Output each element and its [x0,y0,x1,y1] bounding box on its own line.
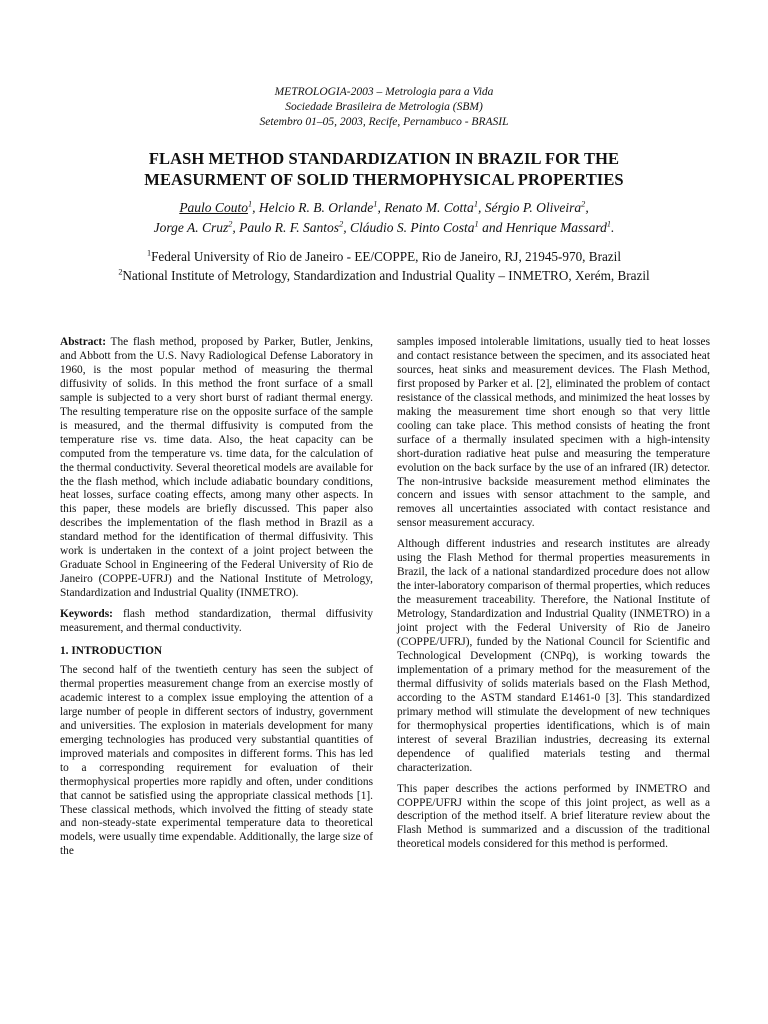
conference-date-location: Setembro 01–05, 2003, Recife, Pernambuco - BRASIL [259,116,509,128]
affiliation-2 [30,266,738,285]
keywords-text: flash method standardization, thermal diffusivity measurement, and thermal conductivity. [60,608,373,635]
author-name: Paulo Couto [179,200,248,215]
affiliation-1 [30,247,738,266]
abstract-text: The flash method, proposed by Parker, Butler, Jenkins, and Abbott from the U.S. Navy Radiological Defense Laboratory in 1960, is the most popular method of measuring the thermal diffusivity of solids. In this method the front surface of a small sample is subjected to a very short burst of radiant thermal energy. The resulting temperature rise on the opposite surface of the sample is measured, and the thermal diffusivity is computed from the temperature rise vs. time data. Also, the heat capacity can be computed from the temperature vs. time data, for the calculation of the thermal conductivity. Several theoretical models are available for the the flash method, which include adiabatic boundary conditions, heat losses, surface coating effects, among many other aspects. In this paper, these models are briefly discussed. This paper also describes the implementation of the flash method in Brazil as a standard method for the identification of thermal diffusivity. This work is undertaken in the context of a joint project between the Graduate School in Engineering of the Federal University of Rio de Janeiro (COPPE-UFRJ) and the National Institute of Metrology, Standardization and Industrial Quality (INMETRO). [60,336,373,600]
paper-title-line-1: FLASH METHOD STANDARDIZATION IN BRAZIL FOR THE [148,149,620,168]
author-separator: , [343,220,350,235]
author-name: Cláudio S. Pinto Costa [350,220,475,235]
author-separator: , [377,200,385,215]
author-affiliation-mark: 1 [474,219,479,229]
conference-name: METROLOGIA-2003 – Metrologia para a Vida [274,86,494,98]
paper-title [60,148,708,190]
author-affiliation-mark: 1 [606,219,612,229]
author-affiliation-mark: 2 [228,219,233,229]
author-separator: , [478,200,485,215]
intro-paragraph-3: This paper describes the actions performed by INMETRO and COPPE/UFRJ within the scope of this joint project, as well as a description of the method itself. A brief literature review about the Flash Method is summarized and a discussion of the traditional theoretical models considered for this method is performed. [397,782,710,851]
author-separator: , [232,220,240,235]
author-affiliation-mark: 2 [581,199,586,209]
author-name: Henrique Massard [505,220,607,235]
section-heading-introduction: 1. INTRODUCTION [60,645,163,658]
abstract-label: Abstract: [60,336,106,348]
author-name: Helcio R. B. Orlande [258,200,374,215]
author-separator: , [585,200,589,215]
affiliation-text: National Institute of Metrology, Standardization and Industrial Quality – INMETRO, Xerém, Brazil [122,268,650,283]
intro-paragraph-1-continued: samples imposed intolerable limitations, usually tied to heat losses and contact resistance between the specimen, and its associated heat sources, heat sinks and measurement devices. The Flash Method, first proposed by Parker et al. [2], eliminated the problem of contact resistance of the classical methods, and minimized the heat losses by making the measurement time short enough so that very little cooling can take place. This method consists of heating the front surface of a thermally insulated specimen with a high-intensity short-duration radiative heat pulse and measuring the temperature evolution on the back surface by the use of an infrared (IR) detector. The non-intrusive backside measurement method eliminates the concern and issues with sensor attachment to the sample, and removes all uncertainties associated with contact resistance and sensor measurement accuracy. [397,336,710,530]
author-affiliation-mark: 1 [473,199,478,209]
keywords [60,608,373,636]
right-column [397,336,710,859]
author-affiliation-mark: 1 [373,199,378,209]
intro-paragraph-1: The second half of the twentieth century has seen the subject of thermal properties measurement change from an exercise mostly of academic interest to a complex issue employing the attention of a large number of people in different sectors of industry, government and universities. The explosion in materials development for many emerging technologies has produced very substantial quantities of improved materials and composites in different forms. This has led to a corresponding requirement for evaluation of their thermophysical properties more rapidly and often, under conditions that cannot be satisfied using the appropriate classical methods [1]. These classical methods, which involved the fitting of steady state and non-steady-state experimental temperature data to theoretical models, were usually time expendable. Additionally, the large size of the [60,663,373,858]
intro-paragraph-2: Although different industries and research institutes are already using the Flash Method for thermal properties measurements in Brazil, the lack of a national standardized procedure does not allow the inter-laboratory comparison of thermal properties, which reduces the measurement traceability. Therefore, the National Institute of Metrology, Standardization and Industrial Quality (INMETRO) in a joint project with the Federal University of Rio de Janeiro (COPPE/UFRJ), funded by the National Council for Scientific and Technological Development (CNPq), is working towards the implementation of a primary method for the measurement of the thermal diffusivity of solids materials based on the Flash Method, according to the ASTM standard E1461-0 [3]. This standardized primary method will stimulate the development of new techniques for thermophysical properties identifications, which is of main interest of several Brazilian industries, decreasing its external dependence of qualified materials testing and thermal characterization. [397,538,710,774]
author-affiliation-mark: 1 [247,199,253,209]
conference-society: Sociedade Brasileira de Metrologia (SBM) [285,101,483,113]
author-line-1 [40,198,728,218]
affiliations [30,247,738,285]
keywords-label: Keywords: [60,608,113,621]
author-name: Sérgio P. Oliveira [484,200,582,215]
abstract [60,336,373,601]
paper-title-line-2: MEASURMENT OF SOLID THERMOPHYSICAL PROPERTIES [144,170,624,189]
author-name: Jorge A. Cruz [153,220,229,235]
author-separator: and [478,220,506,235]
author-affiliation-mark: 2 [339,219,344,229]
conference-header [0,85,768,130]
author-list [40,198,728,238]
author-separator: . [611,220,615,235]
affiliation-mark: 2 [118,267,123,277]
author-separator: , [252,200,259,215]
author-name: Paulo R. F. Santos [239,220,340,235]
author-line-2 [40,218,728,238]
affiliation-text: Federal University of Rio de Janeiro - EE/COPPE, Rio de Janeiro, RJ, 21945-970, Brazil [151,249,621,264]
affiliation-mark: 1 [146,248,152,258]
author-name: Renato M. Cotta [384,200,474,215]
left-column [60,336,373,866]
